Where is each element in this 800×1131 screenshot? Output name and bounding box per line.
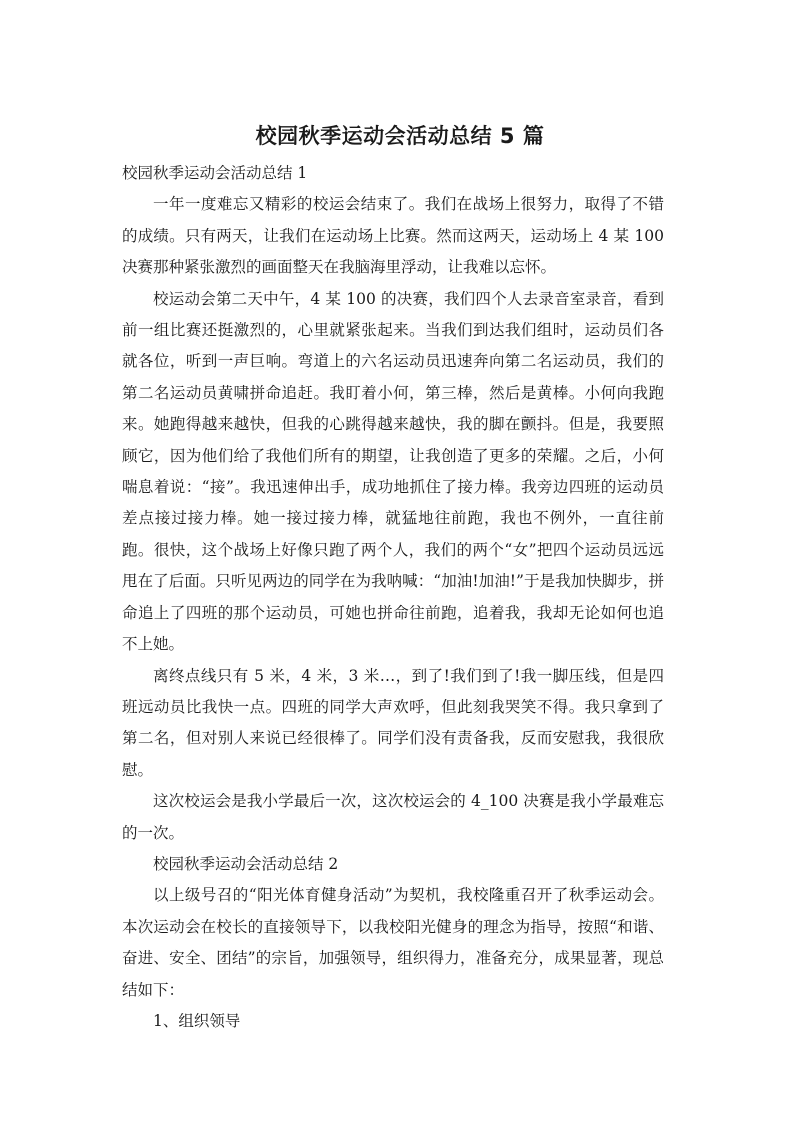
document-body: [122, 158, 664, 1037]
paragraph: 一年一度难忘又精彩的校运会结束了。我们在战场上很努力，取得了不错的成绩。只有两天，让我们在运动场上比赛。然而这两天，运动场上 4 某 100 决赛那种紧张激烈的画面整天在我脑海里浮动，让我难以忘怀。: [122, 195, 664, 277]
list-heading: 1、组织领导: [153, 1011, 241, 1030]
paragraph: 以上级号召的“阳光体育健身活动”为契机，我校隆重召开了秋季运动会。本次运动会在校长的直接领导下，以我校阳光健身的理念为指导，按照“和谐、奋进、安全、团结”的宗旨，加强领导，组织得力，准备充分，成果显著，现总结如下：: [122, 886, 664, 999]
document-title: 校园秋季运动会活动总结 5 篇: [255, 124, 545, 148]
section-heading-2: 校园秋季运动会活动总结 2: [153, 854, 339, 873]
section-heading-1: 校园秋季运动会活动总结 1: [122, 164, 308, 182]
paragraph: 这次校运会是我小学最后一次，这次校运会的 4_100 决赛是我小学最难忘的一次。: [122, 792, 664, 842]
paragraph: 离终点线只有 5 米，4 米，3 米…，到了!我们到了!我一脚压线，但是四班远动员比我快一点。四班的同学大声欢呼，但此刻我哭笑不得。我只拿到了第二名，但对别人来说已经很棒了。同学们没有责备我，反而安慰我，我很欣慰。: [122, 666, 664, 779]
paragraph: 校运动会第二天中午，4 某 100 的决赛，我们四个人去录音室录音，看到前一组比赛还挺激烈的，心里就紧张起来。当我们到达我们组时，运动员们各就各位，听到一声巨响。弯道上的六名运动员迅速奔向第二名运动员，我们的第二名运动员黄啸拼命追赶。我盯着小何，第三棒，然后是黄棒。小何向我跑来。她跑得越来越快，但我的心跳得越来越快，我的脚在颤抖。但是，我要照顾它，因为他们给了我他们所有的期望，让我创造了更多的荣耀。之后，小何喘息着说：“接”。我迅速伸出手，成功地抓住了接力棒。我旁边四班的运动员差点接过接力棒。她一接过接力棒，就猛地往前跑，我也不例外，一直往前跑。很快，这个战场上好像只跑了两个人，我们的两个“女”把四个运动员远远甩在了后面。只听见两边的同学在为我呐喊：“加油!加油!”于是我加快脚步，拼命追上了四班的那个运动员，可她也拼命往前跑，追着我，我却无论如何也追不上她。: [122, 289, 664, 654]
